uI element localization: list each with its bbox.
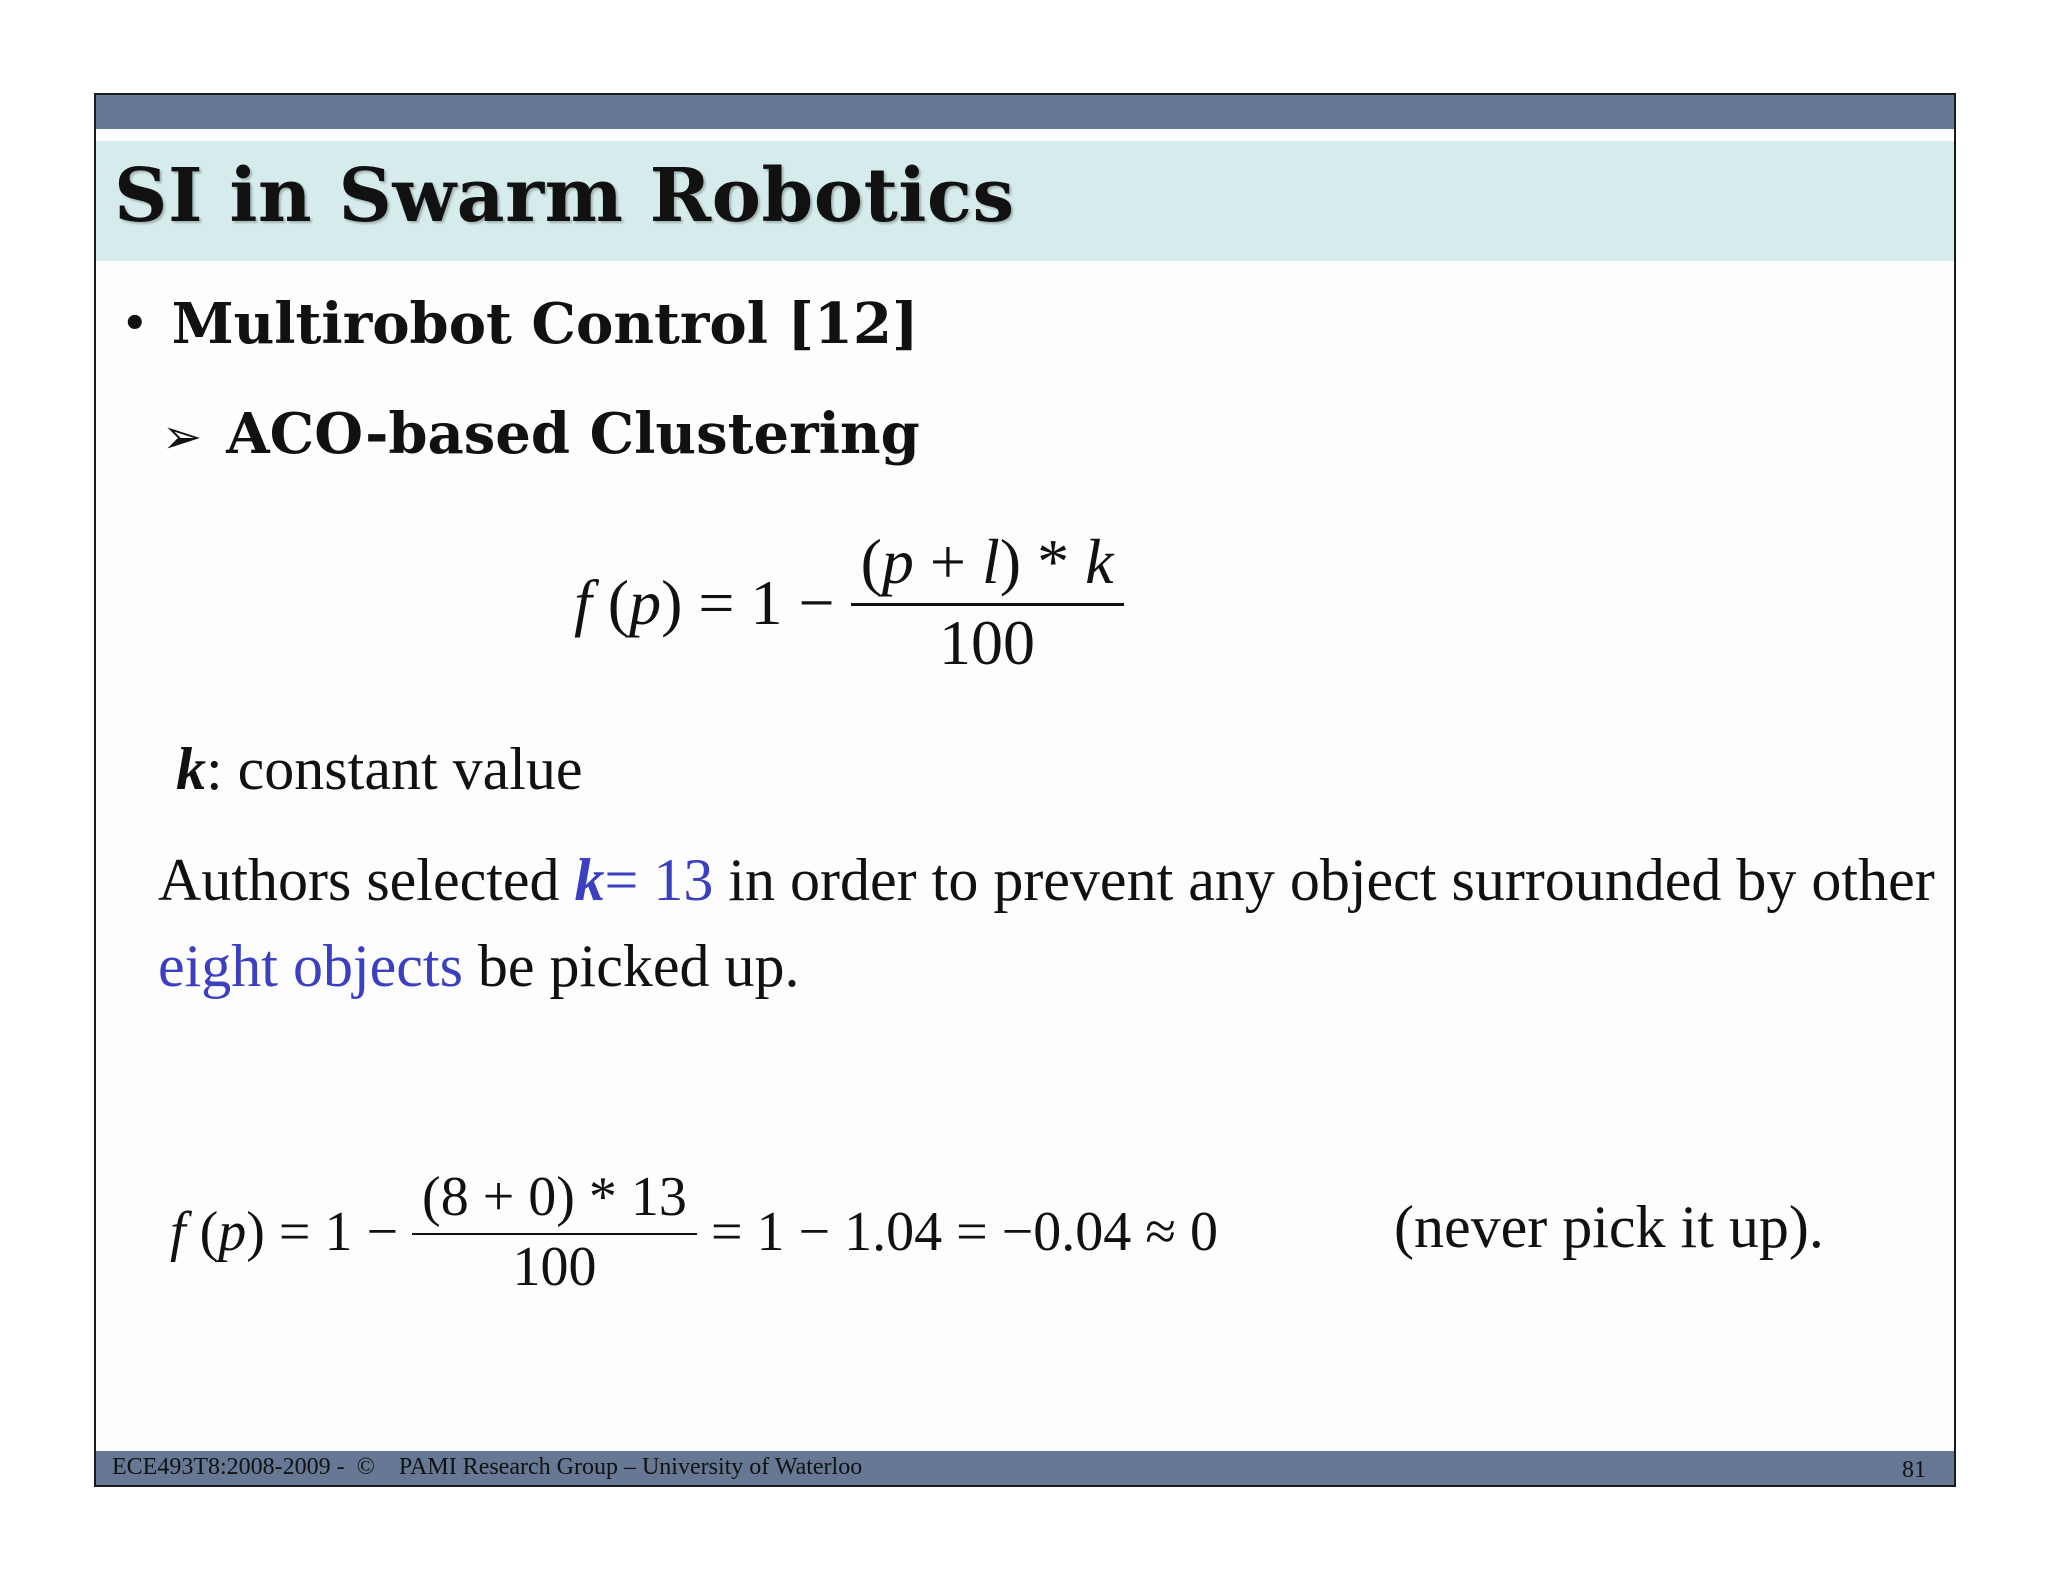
formula-fraction bbox=[412, 1165, 697, 1299]
k-value-highlight: = 13 bbox=[604, 847, 714, 913]
k-definition bbox=[176, 735, 583, 804]
formula-lhs: f (p) bbox=[170, 1201, 265, 1263]
formula-fraction bbox=[851, 525, 1124, 680]
explanation-paragraph bbox=[158, 837, 1948, 1009]
paragraph-text: Authors selected bbox=[158, 847, 575, 913]
sub-bullet-text: ACO-based Clustering bbox=[226, 401, 920, 467]
k-definition-text: : constant value bbox=[206, 736, 583, 802]
header-bar bbox=[96, 95, 1954, 129]
arrow-bullet-icon: ➢ bbox=[162, 409, 203, 465]
eight-objects-highlight: eight objects bbox=[158, 933, 463, 999]
fraction-numerator: (8 + 0) * 13 bbox=[412, 1165, 697, 1235]
paragraph-text: in order to prevent any object surrounded by other bbox=[713, 847, 1935, 913]
footer-bar bbox=[96, 1451, 1954, 1485]
formula-result: = 1 − 1.04 = −0.04 ≈ 0 bbox=[696, 1201, 1218, 1263]
page-number: 81 bbox=[1902, 1457, 1926, 1483]
never-pick-note: (never pick it up). bbox=[1394, 1194, 1824, 1260]
k-variable-highlight: k bbox=[574, 847, 605, 913]
bullet-multirobot-control bbox=[122, 291, 918, 357]
formula-example-calculation bbox=[170, 1165, 1218, 1299]
formula-equals: = 1 − bbox=[264, 1201, 413, 1263]
fraction-denominator: 100 bbox=[939, 607, 1036, 678]
slide bbox=[94, 93, 1956, 1487]
bullet-text: Multirobot Control [12] bbox=[171, 291, 919, 357]
fraction-denominator: 100 bbox=[512, 1236, 597, 1298]
sub-bullet-aco-clustering bbox=[162, 401, 920, 467]
footer-credit: ECE493T8:2008-2009 - © PAMI Research Group – University of Waterloo bbox=[112, 1454, 863, 1480]
formula-pick-probability bbox=[574, 525, 1124, 680]
bullet-marker: • bbox=[122, 300, 148, 347]
k-variable: k bbox=[176, 736, 206, 802]
slide-title: SI in Swarm Robotics bbox=[114, 153, 1015, 239]
formula-equals: = 1 − bbox=[682, 566, 851, 638]
formula-lhs: f (p) bbox=[574, 566, 683, 638]
fraction-numerator: (p + l) * k bbox=[851, 525, 1124, 606]
paragraph-text: be picked up. bbox=[462, 933, 800, 999]
